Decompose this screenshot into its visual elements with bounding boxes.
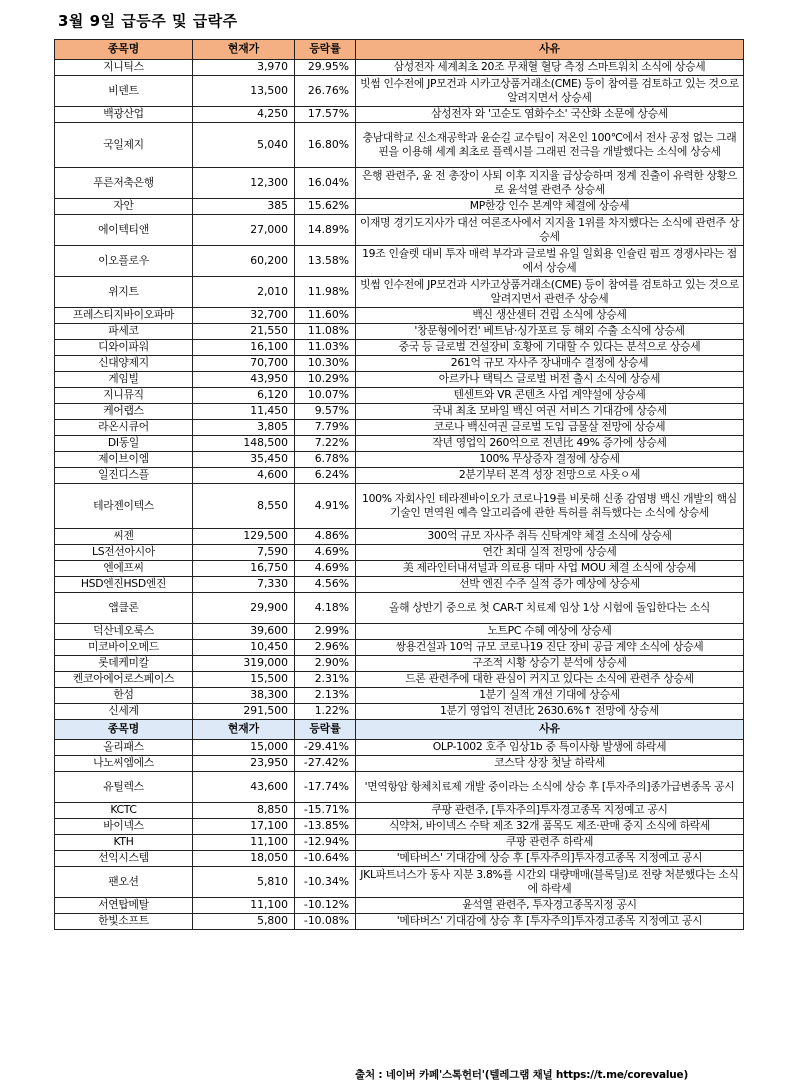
reason: 1분기 영업익 전년比 2630.6%↑ 전망에 상승세 xyxy=(356,704,744,720)
reason: 올해 상반기 중으로 첫 CAR-T 치료제 임상 1상 시험에 돌입한다는 소식 xyxy=(356,593,744,624)
stock-name: 선익시스템 xyxy=(55,851,193,867)
stock-table-body xyxy=(55,40,744,930)
stock-name: KCTC xyxy=(55,803,193,819)
reason: 구조적 시황 상승기 분석에 상승세 xyxy=(356,656,744,672)
change-rate: 11.60% xyxy=(295,308,356,324)
fall-row xyxy=(55,835,744,851)
rise-row xyxy=(55,340,744,356)
change-rate: 2.31% xyxy=(295,672,356,688)
change-rate: -10.34% xyxy=(295,867,356,898)
change-rate: 4.91% xyxy=(295,484,356,529)
rise-row xyxy=(55,60,744,76)
reason: 261억 규모 자사주 장내매수 결정에 상승세 xyxy=(356,356,744,372)
reason: MP한강 인수 본계약 체결에 상승세 xyxy=(356,199,744,215)
stock-name: KTH xyxy=(55,835,193,851)
reason: JKL파트너스가 동사 지분 3.8%를 시간외 대량매매(블록딜)로 전량 처분했다는 소식에 하락세 xyxy=(356,867,744,898)
change-rate: 6.24% xyxy=(295,468,356,484)
reason: 19조 인슐렛 대비 투자 매력 부각과 글로벌 유일 일회용 인슐린 펌프 경쟁사라는 점에서 상승세 xyxy=(356,246,744,277)
stock-name: 지니뮤직 xyxy=(55,388,193,404)
rise-row xyxy=(55,199,744,215)
current-price: 6,120 xyxy=(193,388,295,404)
current-price: 2,010 xyxy=(193,277,295,308)
stock-name: 롯데케미칼 xyxy=(55,656,193,672)
stock-name: 켄코아에어로스페이스 xyxy=(55,672,193,688)
stock-name: 비덴트 xyxy=(55,76,193,107)
reason: 쿠팡 관련주, [투자주의]투자경고종목 지정예고 공시 xyxy=(356,803,744,819)
stock-name: 파세코 xyxy=(55,324,193,340)
stock-name: 프레스티지바이오파마 xyxy=(55,308,193,324)
change-rate: 16.04% xyxy=(295,168,356,199)
stock-name: 한빛소프트 xyxy=(55,914,193,930)
stock-name: 신세계 xyxy=(55,704,193,720)
rise-row xyxy=(55,436,744,452)
current-price: 15,500 xyxy=(193,672,295,688)
rise-row xyxy=(55,123,744,168)
reason: 코로나 백신여권 글로벌 도입 급물살 전망에 상승세 xyxy=(356,420,744,436)
reason: 300억 규모 자사주 취득 신탁계약 체결 소식에 상승세 xyxy=(356,529,744,545)
rise-row xyxy=(55,404,744,420)
current-price: 35,450 xyxy=(193,452,295,468)
current-price: 12,300 xyxy=(193,168,295,199)
change-rate: 4.56% xyxy=(295,577,356,593)
stock-name: 위지트 xyxy=(55,277,193,308)
change-rate: 14.89% xyxy=(295,215,356,246)
fall-header-rate: 등락률 xyxy=(295,720,356,740)
rise-row xyxy=(55,561,744,577)
rise-row xyxy=(55,672,744,688)
reason: 빗썸 인수전에 JP모건과 시카고상품거래소(CME) 등이 참여를 검토하고 있는 것으로 알려지면서 관련주 상승세 xyxy=(356,277,744,308)
current-price: 319,000 xyxy=(193,656,295,672)
current-price: 43,600 xyxy=(193,772,295,803)
fall-header-name: 종목명 xyxy=(55,720,193,740)
page-title: 3월 9일 급등주 및 급락주 xyxy=(58,12,238,30)
stock-name: 테라젠이텍스 xyxy=(55,484,193,529)
change-rate: 4.86% xyxy=(295,529,356,545)
current-price: 16,100 xyxy=(193,340,295,356)
change-rate: 15.62% xyxy=(295,199,356,215)
rise-row xyxy=(55,545,744,561)
rise-row xyxy=(55,388,744,404)
rise-row xyxy=(55,624,744,640)
current-price: 17,100 xyxy=(193,819,295,835)
rise-header-price: 현재가 xyxy=(193,40,295,60)
stock-name: 지니틱스 xyxy=(55,60,193,76)
fall-row xyxy=(55,898,744,914)
reason: 美 제라인터내셔널과 의료용 대마 사업 MOU 체결 소식에 상승세 xyxy=(356,561,744,577)
reason: 1분기 실적 개선 기대에 상승세 xyxy=(356,688,744,704)
change-rate: 4.69% xyxy=(295,561,356,577)
current-price: 15,000 xyxy=(193,740,295,756)
stock-name: 올리패스 xyxy=(55,740,193,756)
current-price: 18,050 xyxy=(193,851,295,867)
rise-header-reason: 사유 xyxy=(356,40,744,60)
change-rate: 2.13% xyxy=(295,688,356,704)
current-price: 4,600 xyxy=(193,468,295,484)
change-rate: 2.96% xyxy=(295,640,356,656)
change-rate: 11.98% xyxy=(295,277,356,308)
stock-name: 제이브이엠 xyxy=(55,452,193,468)
current-price: 21,550 xyxy=(193,324,295,340)
stock-name: 푸른저축은행 xyxy=(55,168,193,199)
reason: 은행 관련주, 윤 전 총장이 사퇴 이후 지지율 급상승하며 정계 진출이 유력한 상황으로 윤석열 관련주 상승세 xyxy=(356,168,744,199)
stock-name: 신대양제지 xyxy=(55,356,193,372)
stock-name: 백광산업 xyxy=(55,107,193,123)
rise-header-rate: 등락률 xyxy=(295,40,356,60)
reason: 국내 최초 모바일 백신 여권 서비스 기대감에 상승세 xyxy=(356,404,744,420)
change-rate: -29.41% xyxy=(295,740,356,756)
stock-name: 유틸렉스 xyxy=(55,772,193,803)
current-price: 5,800 xyxy=(193,914,295,930)
reason: 빗썸 인수전에 JP모건과 시카고상품거래소(CME) 등이 참여를 검토하고 있는 것으로 알려지면서 상승세 xyxy=(356,76,744,107)
rise-row xyxy=(55,593,744,624)
change-rate: 10.29% xyxy=(295,372,356,388)
fall-header-row xyxy=(55,720,744,740)
change-rate: 2.90% xyxy=(295,656,356,672)
reason: 쌍용건설과 10억 규모 코로나19 진단 장비 공급 계약 소식에 상승세 xyxy=(356,640,744,656)
rise-row xyxy=(55,356,744,372)
change-rate: 9.57% xyxy=(295,404,356,420)
change-rate: 7.22% xyxy=(295,436,356,452)
stock-name: 에이텍티앤 xyxy=(55,215,193,246)
current-price: 60,200 xyxy=(193,246,295,277)
stock-name: 덕산네오룩스 xyxy=(55,624,193,640)
reason: 윤석열 관련주, 투자경고종목지정 공시 xyxy=(356,898,744,914)
reason: 선박 엔진 수주 실적 증가 예상에 상승세 xyxy=(356,577,744,593)
rise-row xyxy=(55,452,744,468)
fall-row xyxy=(55,756,744,772)
change-rate: 4.18% xyxy=(295,593,356,624)
reason: 식약처, 바이넥스 수탁 제조 32개 품목도 제조·판매 중지 소식에 하락세 xyxy=(356,819,744,835)
change-rate: 16.80% xyxy=(295,123,356,168)
fall-row xyxy=(55,772,744,803)
fall-row xyxy=(55,819,744,835)
current-price: 7,590 xyxy=(193,545,295,561)
change-rate: -13.85% xyxy=(295,819,356,835)
reason: 텐센트와 VR 콘텐츠 사업 계약설에 상승세 xyxy=(356,388,744,404)
change-rate: 6.78% xyxy=(295,452,356,468)
current-price: 23,950 xyxy=(193,756,295,772)
stock-name: 바이넥스 xyxy=(55,819,193,835)
current-price: 29,900 xyxy=(193,593,295,624)
stock-name: 일진디스플 xyxy=(55,468,193,484)
stock-name: DI동일 xyxy=(55,436,193,452)
rise-row xyxy=(55,484,744,529)
reason: '메타버스' 기대감에 상승 후 [투자주의]투자경고종목 지정예고 공시 xyxy=(356,914,744,930)
rise-header-name: 종목명 xyxy=(55,40,193,60)
change-rate: -10.64% xyxy=(295,851,356,867)
change-rate: 17.57% xyxy=(295,107,356,123)
change-rate: 2.99% xyxy=(295,624,356,640)
fall-header-reason: 사유 xyxy=(356,720,744,740)
current-price: 11,450 xyxy=(193,404,295,420)
reason: 노트PC 수혜 예상에 상승세 xyxy=(356,624,744,640)
reason: 중국 등 글로벌 건설장비 호황에 기대할 수 있다는 분석으로 상승세 xyxy=(356,340,744,356)
reason: 이재명 경기도지사가 대선 여론조사에서 지지율 1위를 차지했다는 소식에 관련주 상승세 xyxy=(356,215,744,246)
reason: 연간 최대 실적 전망에 상승세 xyxy=(356,545,744,561)
fall-header-price: 현재가 xyxy=(193,720,295,740)
rise-row xyxy=(55,640,744,656)
current-price: 10,450 xyxy=(193,640,295,656)
current-price: 148,500 xyxy=(193,436,295,452)
current-price: 8,550 xyxy=(193,484,295,529)
reason: 100% 무상증자 결정에 상승세 xyxy=(356,452,744,468)
fall-row xyxy=(55,740,744,756)
fall-row xyxy=(55,867,744,898)
change-rate: -15.71% xyxy=(295,803,356,819)
change-rate: -17.74% xyxy=(295,772,356,803)
reason: 삼성전자 와 '고순도 염화수소' 국산화 소문에 상승세 xyxy=(356,107,744,123)
reason: 코스닥 상장 첫날 하락세 xyxy=(356,756,744,772)
change-rate: 11.08% xyxy=(295,324,356,340)
rise-row xyxy=(55,529,744,545)
rise-row xyxy=(55,372,744,388)
source-note: 출처 : 네이버 카페'스톡헌터'(텔레그램 채널 https://t.me/corevalue) xyxy=(355,1069,689,1081)
current-price: 8,850 xyxy=(193,803,295,819)
reason: OLP-1002 호주 임상1b 중 특이사항 발생에 하락세 xyxy=(356,740,744,756)
rise-row xyxy=(55,308,744,324)
stock-name: 팬오션 xyxy=(55,867,193,898)
change-rate: -12.94% xyxy=(295,835,356,851)
rise-row xyxy=(55,107,744,123)
change-rate: 10.30% xyxy=(295,356,356,372)
fall-row xyxy=(55,851,744,867)
current-price: 291,500 xyxy=(193,704,295,720)
stock-name: 국일제지 xyxy=(55,123,193,168)
current-price: 5,810 xyxy=(193,867,295,898)
rise-row xyxy=(55,215,744,246)
rise-row xyxy=(55,246,744,277)
fall-row xyxy=(55,803,744,819)
stock-name: 미코바이오메드 xyxy=(55,640,193,656)
current-price: 16,750 xyxy=(193,561,295,577)
stock-name: 씨젠 xyxy=(55,529,193,545)
current-price: 38,300 xyxy=(193,688,295,704)
rise-row xyxy=(55,76,744,107)
stock-table xyxy=(54,39,744,930)
stock-name: LS전선아시아 xyxy=(55,545,193,561)
current-price: 5,040 xyxy=(193,123,295,168)
change-rate: 26.76% xyxy=(295,76,356,107)
stock-name: 나노씨엠에스 xyxy=(55,756,193,772)
reason: 드론 관련주에 대한 관심이 커지고 있다는 소식에 관련주 상승세 xyxy=(356,672,744,688)
current-price: 7,330 xyxy=(193,577,295,593)
current-price: 32,700 xyxy=(193,308,295,324)
change-rate: 29.95% xyxy=(295,60,356,76)
stock-name: 한섬 xyxy=(55,688,193,704)
rise-row xyxy=(55,577,744,593)
rise-row xyxy=(55,468,744,484)
change-rate: 4.69% xyxy=(295,545,356,561)
current-price: 43,950 xyxy=(193,372,295,388)
stock-name: 라온시큐어 xyxy=(55,420,193,436)
change-rate: 1.22% xyxy=(295,704,356,720)
reason: 백신 생산센터 건립 소식에 상승세 xyxy=(356,308,744,324)
change-rate: 11.03% xyxy=(295,340,356,356)
reason: 2분기부터 본격 성장 전망으로 사옷ㅇ세 xyxy=(356,468,744,484)
current-price: 3,970 xyxy=(193,60,295,76)
stock-name: 자안 xyxy=(55,199,193,215)
rise-row xyxy=(55,420,744,436)
rise-header-row xyxy=(55,40,744,60)
rise-row xyxy=(55,168,744,199)
reason: 작년 영업익 260억으로 전년比 49% 증가에 상승세 xyxy=(356,436,744,452)
current-price: 11,100 xyxy=(193,835,295,851)
stock-name: 케어랩스 xyxy=(55,404,193,420)
current-price: 13,500 xyxy=(193,76,295,107)
current-price: 11,100 xyxy=(193,898,295,914)
change-rate: -27.42% xyxy=(295,756,356,772)
stock-name: 앱클론 xyxy=(55,593,193,624)
rise-row xyxy=(55,324,744,340)
current-price: 70,700 xyxy=(193,356,295,372)
current-price: 39,600 xyxy=(193,624,295,640)
change-rate: -10.12% xyxy=(295,898,356,914)
stock-name: 엔에프씨 xyxy=(55,561,193,577)
rise-row xyxy=(55,656,744,672)
current-price: 129,500 xyxy=(193,529,295,545)
change-rate: -10.08% xyxy=(295,914,356,930)
rise-row xyxy=(55,277,744,308)
reason: 삼성전자 세계최초 20조 무채혈 혈당 측정 스마트워치 소식에 상승세 xyxy=(356,60,744,76)
change-rate: 13.58% xyxy=(295,246,356,277)
stock-name: 이오플로우 xyxy=(55,246,193,277)
reason: '창문형에어컨' 베트남·싱가포르 등 해외 수출 소식에 상승세 xyxy=(356,324,744,340)
reason: 아르카나 택틱스 글로벌 버전 출시 소식에 상승세 xyxy=(356,372,744,388)
reason: 쿠팡 관련주 하락세 xyxy=(356,835,744,851)
current-price: 3,805 xyxy=(193,420,295,436)
reason: 충남대학교 신소재공학과 윤순길 교수팀이 저온인 100℃에서 전사 공정 없는 그래핀을 이용해 세계 최초로 플렉시블 그래핀 전극을 개발했다는 소식에 상승세 xyxy=(356,123,744,168)
stock-name: 디와이파워 xyxy=(55,340,193,356)
change-rate: 10.07% xyxy=(295,388,356,404)
reason: '면역항암 항체치료제 개발 중이라는 소식에 상승 후 [투자주의]종가급변종목 공시 xyxy=(356,772,744,803)
rise-row xyxy=(55,704,744,720)
current-price: 4,250 xyxy=(193,107,295,123)
current-price: 27,000 xyxy=(193,215,295,246)
reason: '메타버스' 기대감에 상승 후 [투자주의]투자경고종목 지정예고 공시 xyxy=(356,851,744,867)
current-price: 385 xyxy=(193,199,295,215)
stock-name: HSD엔진HSD엔진 xyxy=(55,577,193,593)
stock-name: 서연탑메탈 xyxy=(55,898,193,914)
fall-row xyxy=(55,914,744,930)
reason: 100% 자회사인 테라젠바이오가 코로나19를 비롯해 신종 감염병 백신 개발의 핵심 기술인 면역원 예측 알고리즘에 관한 특허를 취득했다는 소식에 상승세 xyxy=(356,484,744,529)
rise-row xyxy=(55,688,744,704)
change-rate: 7.79% xyxy=(295,420,356,436)
stock-name: 게임빌 xyxy=(55,372,193,388)
